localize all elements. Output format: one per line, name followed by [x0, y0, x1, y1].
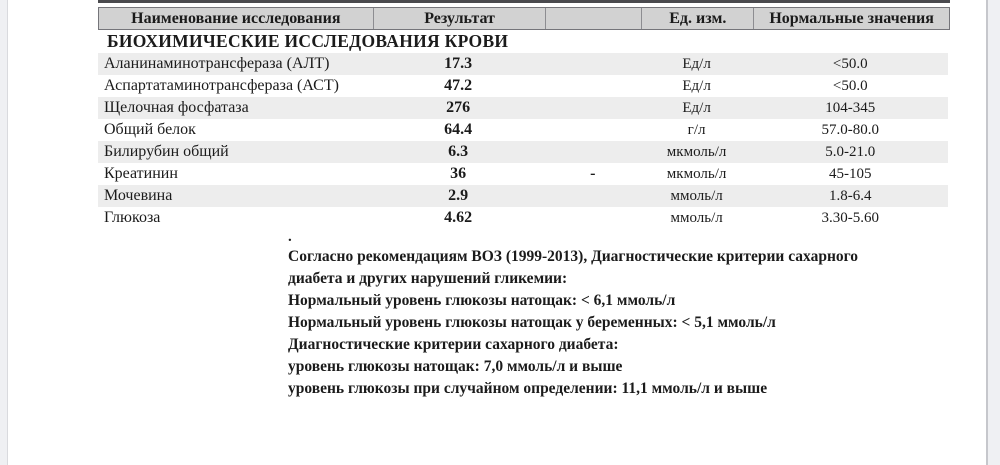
header-cell-normal: Нормальные значения	[753, 8, 949, 29]
cell-result: 17.3	[444, 55, 473, 72]
cell-test-name: Глюкоза	[104, 209, 161, 226]
cell-result: 4.62	[444, 209, 473, 226]
header-cell-result: Результат	[373, 8, 546, 29]
cell-normal: 5.0-21.0	[825, 143, 876, 160]
cell-result: 276	[446, 99, 471, 116]
who-diabetes-criteria-notes	[288, 228, 968, 400]
cell-normal: 1.8-6.4	[828, 187, 872, 204]
header-cell-name: Наименование исследования	[131, 9, 341, 27]
table-header-row	[98, 7, 950, 30]
cell-normal: 3.30-5.60	[821, 209, 879, 226]
note-line: Согласно рекомендациям ВОЗ (1999-2013), Диагностические критерии сахарного	[288, 248, 859, 265]
cell-result: 36	[450, 165, 467, 182]
cell-test-name: Креатинин	[104, 165, 178, 182]
cell-result: 64.4	[444, 121, 473, 138]
cell-test-name: Аспартатаминотрансфераза (АСТ)	[104, 77, 339, 94]
page-margin-left	[0, 0, 8, 465]
table-row	[98, 185, 948, 207]
cell-normal: 57.0-80.0	[821, 121, 879, 138]
header-cell-flag	[545, 8, 641, 29]
cell-abnormal-low-flag: -	[590, 165, 596, 182]
section-title: БИОХИМИЧЕСКИЕ ИССЛЕДОВАНИЯ КРОВИ	[107, 31, 509, 51]
table-row	[98, 97, 948, 119]
note-line: уровень глюкозы при случайном определении: 11,1 ммоль/л и выше	[288, 380, 768, 397]
cell-test-name: Общий белок	[104, 121, 196, 138]
cell-test-name: Билирубин общий	[104, 143, 229, 160]
cell-result: 2.9	[448, 187, 469, 204]
cell-unit: ммоль/л	[670, 187, 723, 204]
cell-test-name: Аланинаминотрансфераза (АЛТ)	[104, 55, 330, 72]
table-row	[98, 53, 948, 75]
note-line: диабета и других нарушений гликемии:	[288, 270, 568, 287]
cell-normal: 45-105	[828, 165, 872, 182]
cell-unit: мкмоль/л	[666, 165, 727, 182]
cell-unit: Ед/л	[682, 99, 711, 116]
table-row	[98, 119, 948, 141]
header-cell-unit: Ед. изм.	[641, 8, 753, 29]
table-top-rule	[98, 0, 950, 3]
cell-normal: <50.0	[832, 77, 868, 94]
page-margin-right	[986, 0, 1000, 465]
note-line: уровень глюкозы натощак: 7,0 ммоль/л и выше	[288, 358, 623, 375]
note-dot: .	[288, 229, 292, 245]
cell-unit: ммоль/л	[670, 209, 723, 226]
cell-result: 47.2	[444, 77, 473, 94]
cell-unit: Ед/л	[682, 77, 711, 94]
table-body	[98, 53, 948, 229]
note-line: Нормальный уровень глюкозы натощак: < 6,1 ммоль/л	[288, 292, 676, 309]
cell-test-name: Мочевина	[104, 187, 173, 204]
note-line: Диагностические критерии сахарного диабета:	[288, 336, 619, 353]
cell-unit: Ед/л	[682, 55, 711, 72]
table-row	[98, 141, 948, 163]
table-row	[98, 163, 948, 185]
table-row	[98, 75, 948, 97]
cell-unit: мкмоль/л	[666, 143, 727, 160]
note-line: Нормальный уровень глюкозы натощак у беременных: < 5,1 ммоль/л	[288, 314, 776, 331]
cell-normal: 104-345	[825, 99, 876, 116]
cell-result: 6.3	[448, 143, 469, 160]
cell-unit: г/л	[687, 121, 706, 138]
results-table	[98, 0, 950, 229]
cell-test-name: Щелочная фосфатаза	[104, 99, 249, 116]
cell-normal: <50.0	[832, 55, 868, 72]
table-row	[98, 207, 948, 229]
